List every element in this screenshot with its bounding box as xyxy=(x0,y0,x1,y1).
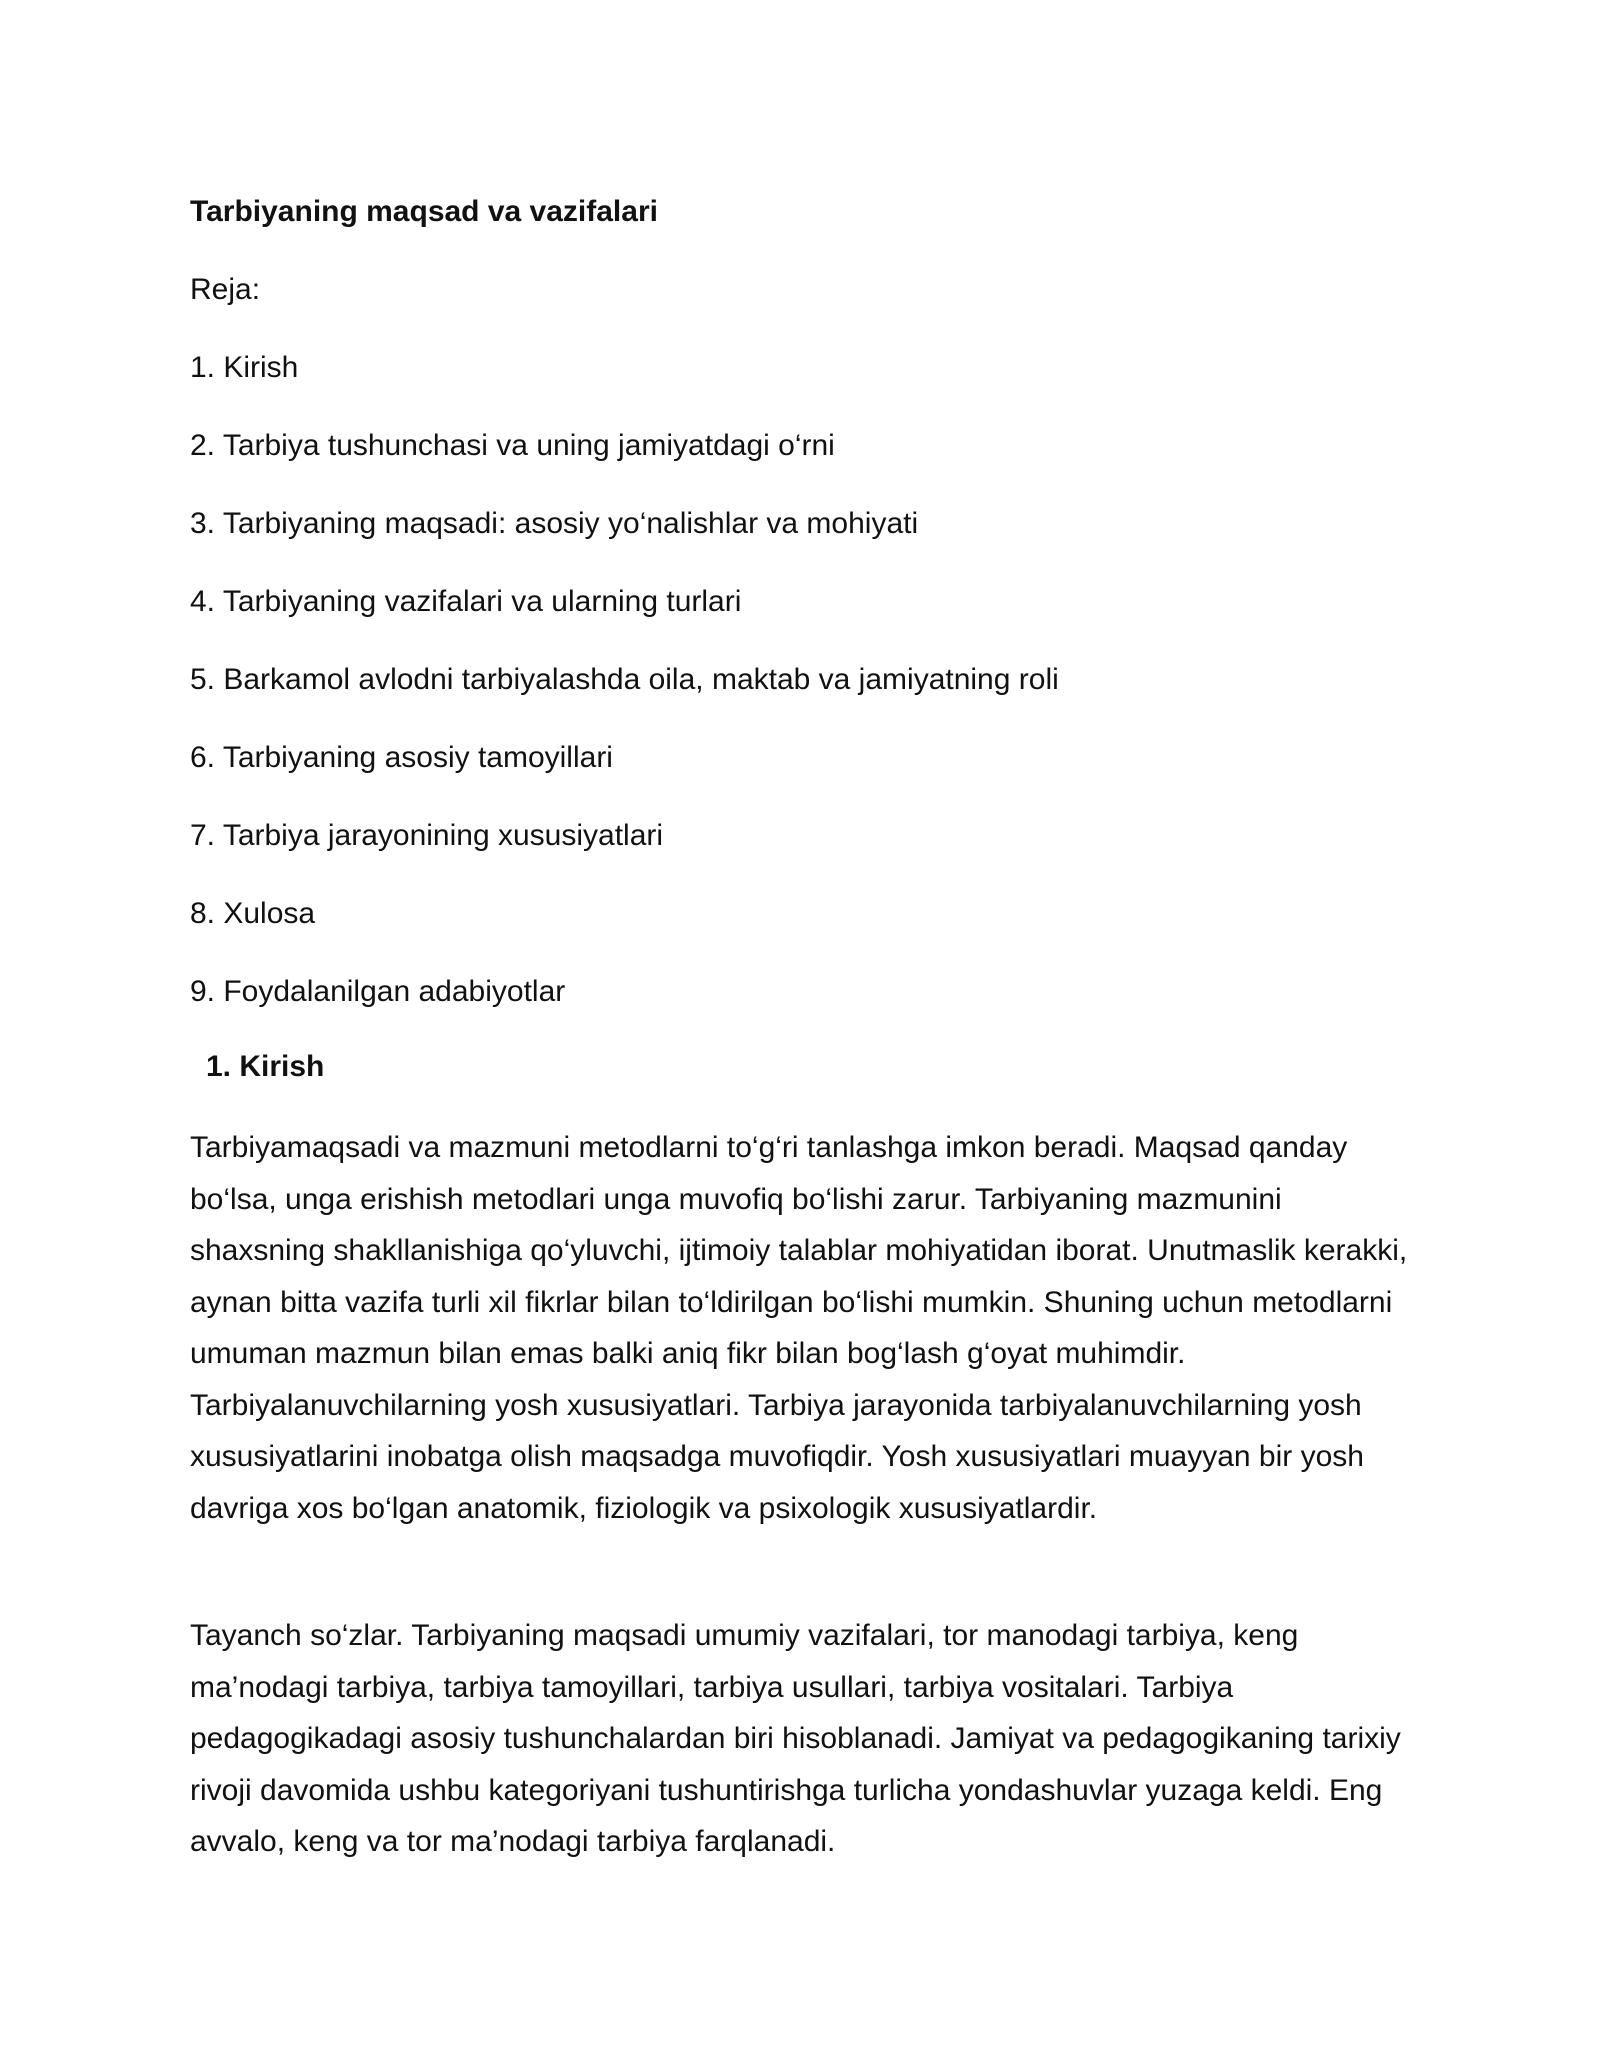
plan-label: Reja: xyxy=(190,273,261,306)
plan-item: 3. Tarbiyaning maqsadi: asosiy yo‘nalishlar va mohiyati xyxy=(190,507,919,540)
body-paragraph: Tayanch so‘zlar. Tarbiyaning maqsadi umumiy vazifalari, tor manodagi tarbiya, keng ma’nodagi tarbiya, tarbiya tamoyillari, tarbiya usullari, tarbiya vositalari. Tarbiya pedagogikadagi asosiy tushunchalardan biri hisoblanadi. Jamiyat va pedagogikaning tarixiy rivoji davomida ushbu kategoriyani tushuntirishga turlicha yondashuvlar yuzaga keldi. Eng avvalo, keng va tor ma’nodagi tarbiya farqlanadi. xyxy=(190,1619,1401,1858)
plan-item: 7. Tarbiya jarayonining xususiyatlari xyxy=(190,819,664,852)
plan-item: 1. Kirish xyxy=(190,351,299,384)
section-heading: 1. Kirish xyxy=(206,1050,325,1083)
document-title: Tarbiyaning maqsad va vazifalari xyxy=(190,195,658,228)
body-paragraph: Tarbiyamaqsadi va mazmuni metodlarni to‘g‘ri tanlashga imkon beradi. Maqsad qanday bo‘lsa, unga erishish metodlari unga muvofiq bo‘lishi zarur. Tarbiyaning mazmunini shaxsning shakllanishiga qo‘yluvchi, ijtimoiy talablar mohiyatidan iborat. Unutmaslik kerakki, aynan bitta vazifa turli xil fikrlar bilan to‘ldirilgan bo‘lishi mumkin. Shuning uchun metodlarni umuman mazmun bilan emas balki aniq fikr bilan bog‘lash g‘oyat muhimdir. Tarbiyalanuvchilarning yosh xususiyatlari. Tarbiya jarayonida tarbiyalanuvchilarning yosh xususiyatlarini inobatga olish maqsadga muvofiqdir. Yosh xususiyatlari muayyan bir yosh davriga xos bo‘lgan anatomik, fiziologik va psixologik xususiyatlardir. xyxy=(190,1131,1408,1525)
plan-list xyxy=(190,344,1059,1046)
plan-item: 8. Xulosa xyxy=(190,897,316,930)
plan-item: 6. Tarbiyaning asosiy tamoyillari xyxy=(190,741,613,774)
plan-item: 2. Tarbiya tushunchasi va uning jamiyatdagi o‘rni xyxy=(190,429,835,462)
plan-item: 4. Tarbiyaning vazifalari va ularning turlari xyxy=(190,585,742,618)
plan-item: 9. Foydalanilgan adabiyotlar xyxy=(190,975,566,1008)
plan-item: 5. Barkamol avlodni tarbiyalashda oila, maktab va jamiyatning roli xyxy=(190,663,1059,696)
